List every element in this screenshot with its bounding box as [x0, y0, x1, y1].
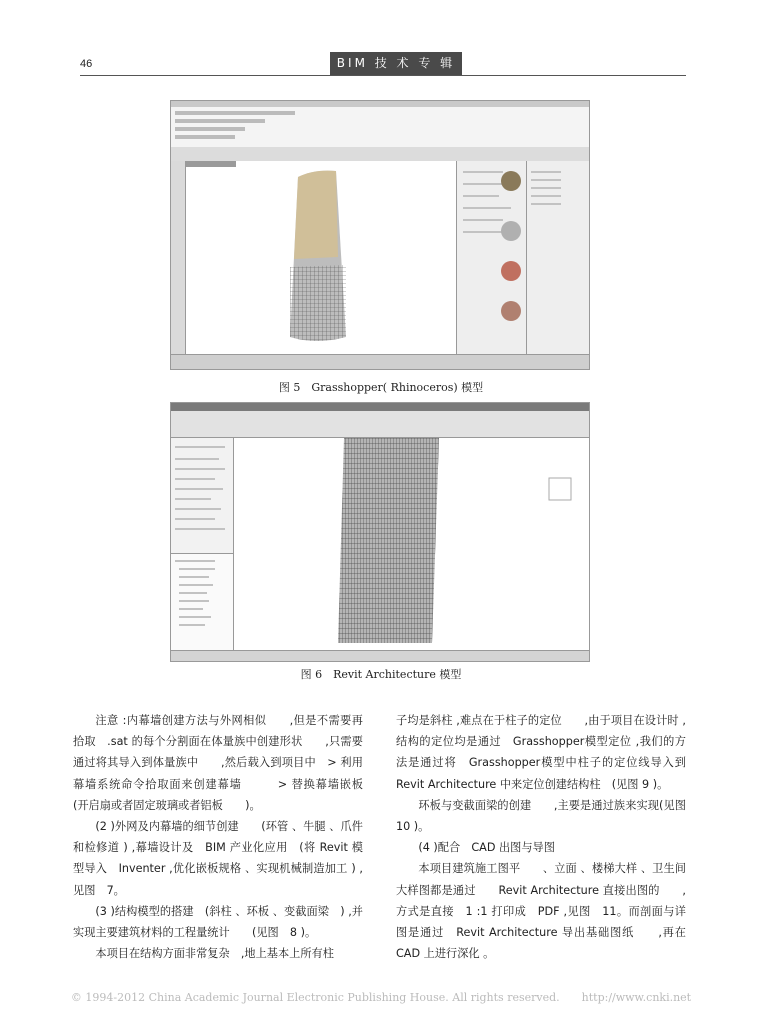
paragraph: (4 )配合 CAD 出图与导图 [418, 841, 555, 855]
browser-row [179, 576, 209, 578]
figure-5-rhino-screenshot [170, 100, 590, 370]
paragraph: 本项目在结构方面非常复杂 ,地上基本上所有柱 [95, 947, 334, 961]
material-swatch [501, 261, 521, 281]
properties-panel [456, 161, 527, 355]
copyright-footer: © 1994-2012 China Academic Journal Electronic Publishing House. All rights reserved. http://www.cnki.net [70, 991, 692, 1004]
material-swatch [501, 171, 521, 191]
figure-6-revit-screenshot [170, 402, 590, 662]
header-rule [80, 75, 686, 76]
property-row [175, 528, 225, 530]
property-row [175, 446, 225, 448]
tower-crown [294, 171, 338, 259]
browser-row [179, 624, 205, 626]
revit-ribbon [171, 403, 589, 438]
layers-panel [526, 161, 589, 355]
browser-row [175, 560, 215, 562]
layer-row [531, 179, 561, 181]
property-row [175, 518, 215, 520]
layer-row [531, 195, 561, 197]
paragraph: (3 )结构模型的搭建 (斜柱 、环板 、变截面梁 ) ,并实现主要建筑材料的工程量统计 (见图 8 )。 [73, 904, 363, 940]
layer-row [531, 171, 561, 173]
revit-title-bar [171, 403, 589, 411]
browser-row [179, 592, 207, 594]
rhino-perspective-viewport [186, 161, 457, 355]
material-swatch [501, 221, 521, 241]
curtain-wall-grid [338, 438, 439, 643]
property-row [175, 488, 223, 490]
right-column [396, 710, 698, 964]
paragraph: 注意 :内幕墙创建方法与外网相似 ,但是不需要再拾取 .sat 的每个分割面在体量族中创建形状 ,只需要通过将其导入到体量族中 ,然后载入到项目中 > 利用幕墙系统命令拾取面来创建幕墙 > 替换幕墙嵌板 (开启扇或者固定玻璃或者铝板 )。 [73, 714, 375, 812]
view-cube [549, 478, 571, 500]
property-row [463, 195, 499, 197]
browser-row [179, 600, 209, 602]
revit-project-browser [171, 553, 234, 651]
rhino-toolbar [171, 147, 589, 162]
figure-6-caption: 图 6 Revit Architecture 模型 [300, 668, 462, 681]
material-swatch [501, 301, 521, 321]
journal-banner: BIM 技 术 专 辑 [330, 52, 462, 75]
tower-facade-model [234, 438, 589, 650]
left-column [73, 710, 375, 964]
paragraph: 本项目建筑施工图平 、立面 、楼梯大样 、卫生间大样图都是通过 Revit Architecture 直接出图的 ,方式是直接 1 :1 打印成 PDF ,见图 11。而剖面与详图是通过 Revit Architecture 导出基础图纸 ,再在 CAD 上进行深化 。 [396, 862, 698, 961]
command-history-line [175, 119, 265, 123]
property-row [175, 458, 219, 460]
property-row [175, 478, 215, 480]
browser-row [179, 608, 203, 610]
property-row [463, 171, 503, 173]
property-row [463, 219, 503, 221]
browser-row [179, 568, 215, 570]
tower-model [186, 167, 457, 361]
paragraph: 子均是斜柱 ,难点在于柱子的定位 ,由于项目在设计时 ,结构的定位均是通过 Grasshopper模型定位 ,我们的方法是通过将 Grasshopper模型中柱子的定位线导入到 Revit Architecture 中来定位创建结构柱 (见图 9 )。 [396, 714, 698, 791]
revit-status-bar [171, 650, 589, 661]
property-row [175, 508, 221, 510]
property-row [463, 207, 511, 209]
command-history-line [175, 111, 295, 115]
browser-row [179, 616, 211, 618]
rhino-left-toolbar [171, 161, 186, 355]
browser-row [179, 584, 213, 586]
rhino-command-area [171, 107, 589, 148]
figure-5-caption: 图 5 Grasshopper( Rhinoceros) 模型 [278, 381, 484, 394]
paragraph: 环板与变截面梁的创建 ,主要是通过族来实现(见图 10 )。 [396, 798, 686, 834]
command-history-line [175, 127, 245, 131]
tower-grid-facade [290, 265, 346, 341]
revit-3d-view [234, 438, 589, 651]
layer-row [531, 187, 561, 189]
rhino-status-bar [171, 354, 589, 369]
paragraph: (2 )外网及内幕墙的细节创建 (环管 、牛腿 、爪件和检修道 ) ,幕墙设计及 BIM 产业化应用 (将 Revit 模型导入 Inventer ,优化嵌板规格 、实现机械制造加工 ) ,见图 7。 [73, 820, 363, 897]
property-row [175, 498, 211, 500]
page-number: 46 [80, 58, 93, 70]
layer-row [531, 203, 561, 205]
property-row [175, 468, 225, 470]
command-history-line [175, 135, 235, 139]
